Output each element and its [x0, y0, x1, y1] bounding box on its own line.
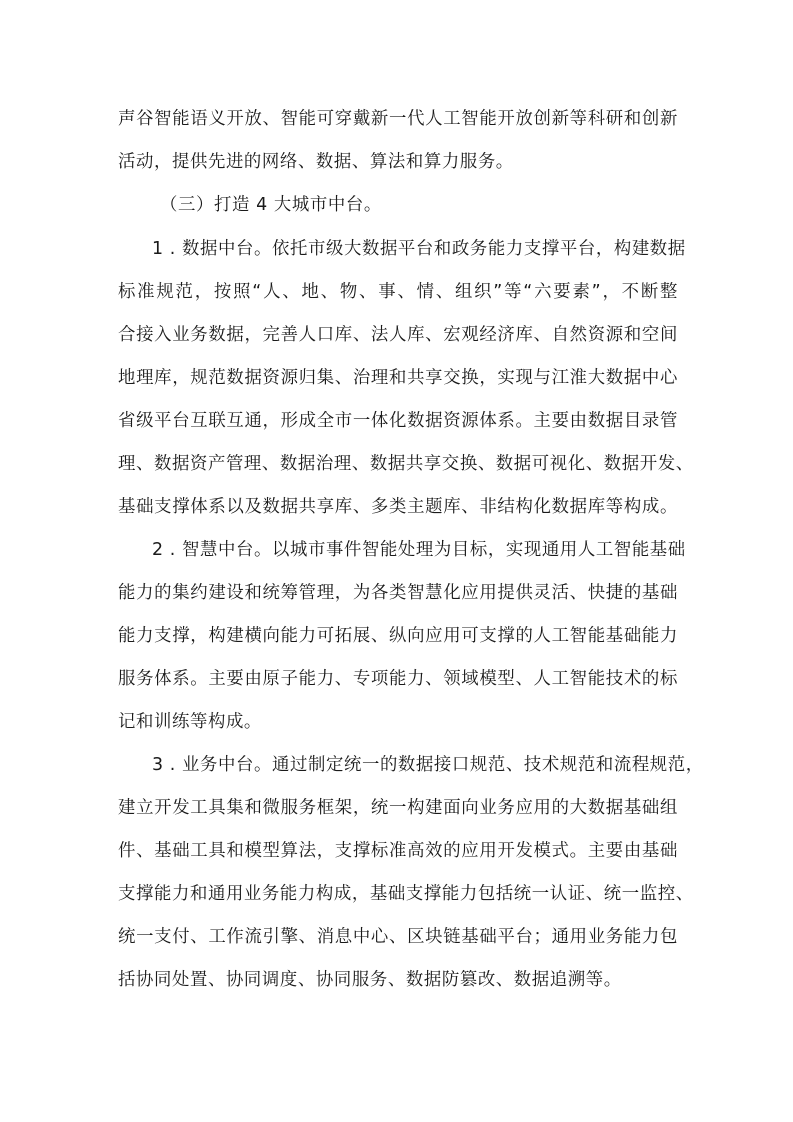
- text-line: 理、数据资产管理、数据治理、数据共享交换、数据可视化、数据开发、: [118, 454, 694, 474]
- text-line: 1 . 数据中台。依托市级大数据平台和政务能力支撑平台，构建数据: [152, 239, 686, 259]
- text-line: 能力的集约建设和统筹管理，为各类智慧化应用提供灵活、快捷的基础: [118, 583, 678, 603]
- text-line: 省级平台互联互通，形成全市一体化数据资源体系。主要由数据目录管: [118, 411, 678, 431]
- text-line: 支撑能力和通用业务能力构成，基础支撑能力包括统一认证、统一监控、: [118, 884, 694, 904]
- text-line: 件、基础工具和模型算法，支撑标准高效的应用开发模式。主要由基础: [118, 841, 678, 861]
- text-line: 服务体系。主要由原子能力、专项能力、领域模型、人工智能技术的标: [118, 669, 678, 689]
- section-heading: （三）打造 4 大城市中台。: [160, 195, 382, 215]
- text-line: 活动，提供先进的网络、数据、算法和算力服务。: [118, 152, 514, 172]
- text-line: 2 . 智慧中台。以城市事件智能处理为目标，实现通用人工智能基础: [152, 540, 686, 560]
- text-line: 建立开发工具集和微服务框架，统一构建面向业务应用的大数据基础组: [118, 798, 678, 818]
- text-line: 记和训练等构成。: [118, 712, 262, 732]
- text-line: 合接入业务数据，完善人口库、法人库、宏观经济库、自然资源和空间: [118, 325, 678, 345]
- text-line: 声谷智能语义开放、智能可穿戴新一代人工智能开放创新等科研和创新: [118, 109, 678, 129]
- text-line: 能力支撑，构建横向能力可拓展、纵向应用可支撑的人工智能基础能力: [118, 626, 678, 646]
- text-line: 统一支付、工作流引擎、消息中心、区块链基础平台；通用业务能力包: [118, 927, 678, 947]
- text-line: 基础支撑体系以及数据共享库、多类主题库、非结构化数据库等构成。: [118, 497, 678, 517]
- text-line: 标准规范，按照“人、地、物、事、情、组织”等“六要素”，不断整: [118, 282, 678, 302]
- text-line: 括协同处置、协同调度、协同服务、数据防篡改、数据追溯等。: [118, 970, 622, 990]
- text-line: 地理库，规范数据资源归集、治理和共享交换，实现与江淮大数据中心: [118, 368, 678, 388]
- text-line: 3 . 业务中台。通过制定统一的数据接口规范、技术规范和流程规范，: [152, 755, 704, 775]
